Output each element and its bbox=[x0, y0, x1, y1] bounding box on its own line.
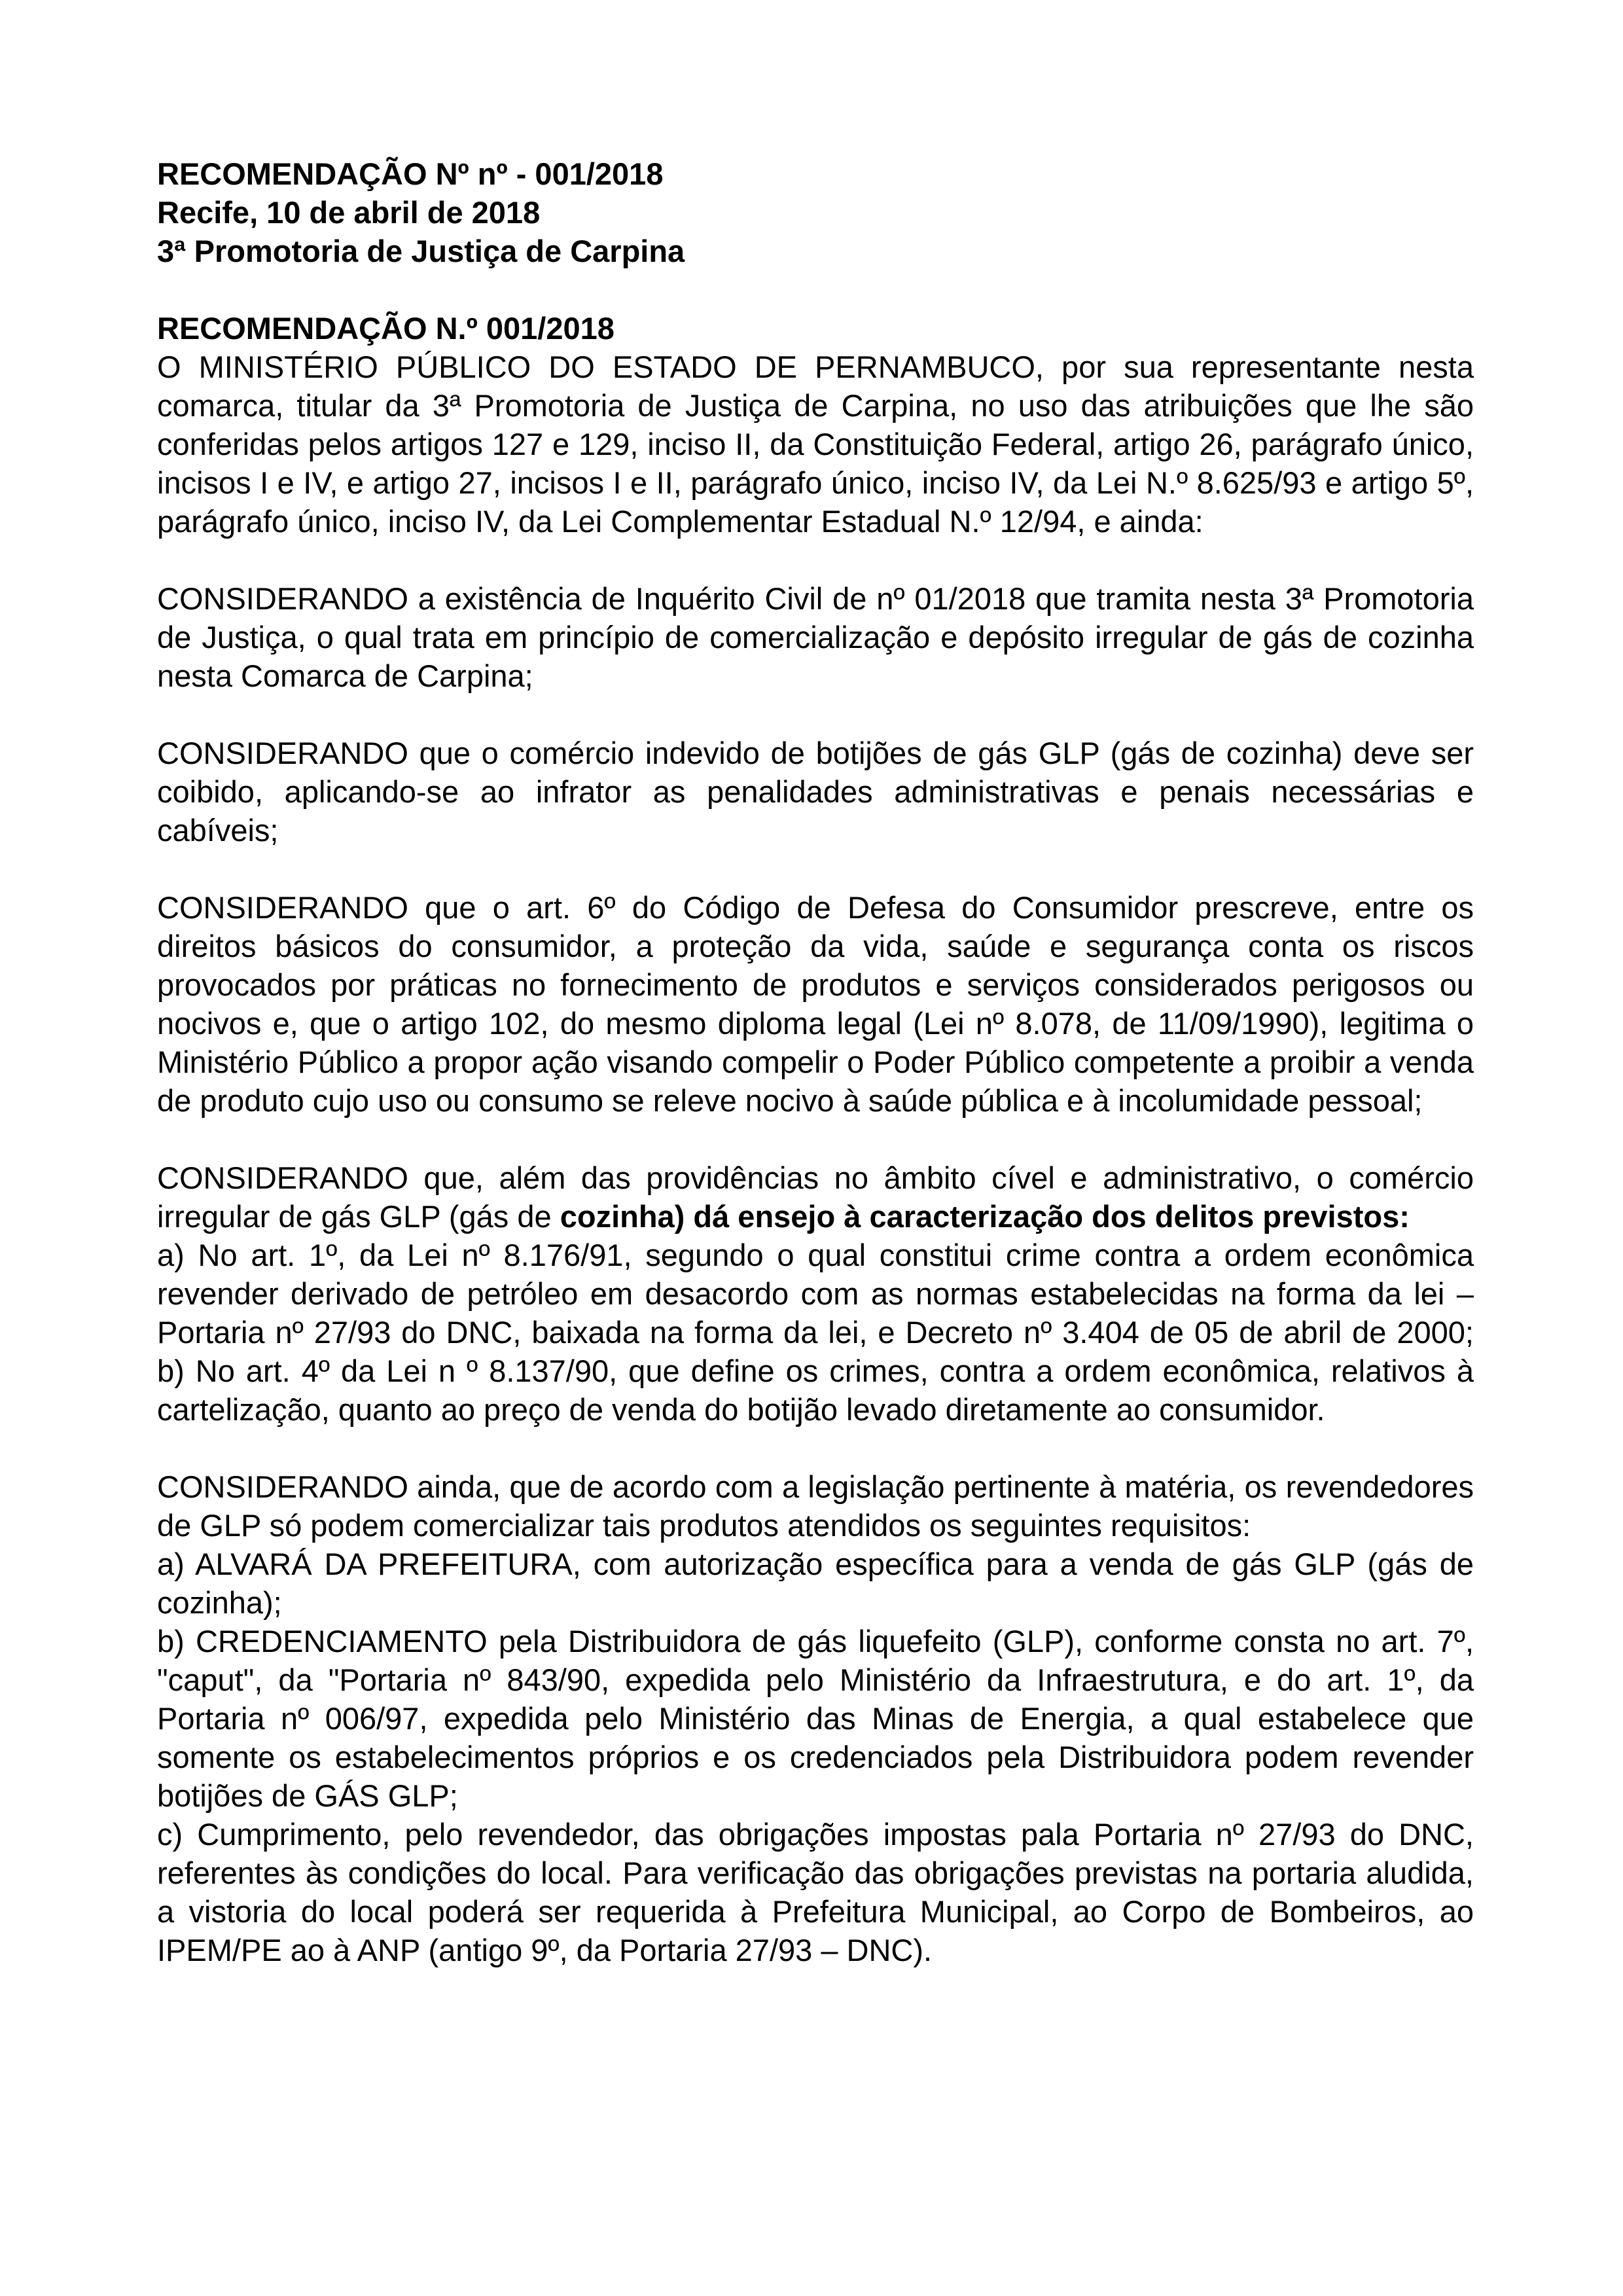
document-office: 3ª Promotoria de Justiça de Carpina bbox=[157, 234, 685, 268]
spacer bbox=[157, 541, 1474, 579]
spacer bbox=[157, 850, 1474, 888]
spacer bbox=[157, 695, 1474, 734]
spacer bbox=[157, 1429, 1474, 1467]
document-number: RECOMENDAÇÃO Nº nº - 001/2018 bbox=[157, 156, 664, 191]
document-date: Recife, 10 de abril de 2018 bbox=[157, 195, 541, 230]
recommendation-title: RECOMENDAÇÃO N.º 001/2018 bbox=[157, 311, 615, 346]
requirement-a: a) ALVARÁ DA PREFEITURA, com autorização específica para a venda de gás GLP (gás de cozinha); bbox=[157, 1547, 1474, 1620]
considerando-4-bold-text: cozinha) dá ensejo à caracterização dos delitos previstos: bbox=[560, 1199, 1410, 1234]
considerando-paragraph-3: CONSIDERANDO que o art. 6º do Código de Defesa do Consumidor prescreve, entre os direitos básicos do consumidor, a proteção da vida, saúde e segurança conta os riscos provocados por práticas no fornecimento de produtos e serviços considerados perigosos ou nocivos e, que o artigo 102, do mesmo diploma legal (Lei nº 8.078, de 11/09/1990), legitima o Ministério Público a propor ação visando compelir o Poder Público competente a proibir a venda de produto cujo uso ou consumo se releve nocivo à saúde pública e à incolumidade pessoal; bbox=[157, 890, 1474, 1118]
considerando-4-text: CONSIDERANDO que, além das providências no âmbito cível e administrativo, o comércio irregular de gás GLP (gás de bbox=[157, 1160, 1474, 1234]
spacer bbox=[157, 270, 1474, 309]
spacer bbox=[157, 1120, 1474, 1158]
crimes-list: a) No art. 1º, da Lei nº 8.176/91, segundo o qual constitui crime contra a ordem econômica revender derivado de petróleo em desacordo com as normas estabelecidas na forma da lei – Portaria nº 27/93 do DNC, baixada na forma da lei, e Decreto nº 3.404 de 05 de abril de 2000; b) No art. 4º da Lei n º 8.137/90, que define os crimes, contra a ordem econômica, relativos à cartelização, quanto ao preço de venda do botijão levado diretamente ao consumidor. bbox=[157, 1238, 1474, 1427]
considerando-paragraph-1: CONSIDERANDO a existência de Inquérito Civil de nº 01/2018 que tramita nesta 3ª Promotoria de Justiça, o qual trata em princípio de comercialização e depósito irregular de gás de cozinha nesta Comarca de Carpina; bbox=[157, 581, 1474, 693]
document-page bbox=[157, 154, 1474, 1969]
requirement-b: b) CREDENCIAMENTO pela Distribuidora de gás liquefeito (GLP), conforme consta no art. 7º, "caput", da "Portaria nº 843/90, expedida pelo Ministério da Infraestrutura, e do art. 1º, da Portaria nº 006/97, expedida pelo Ministério das Minas de Energia, a qual estabelece que somente os estabelecimentos próprios e os credenciados pela Distribuidora podem revender botijões de GÁS GLP; bbox=[157, 1624, 1474, 1813]
considerando-paragraph-2: CONSIDERANDO que o comércio indevido de botijões de gás GLP (gás de cozinha) deve ser coibido, aplicando-se ao infrator as penalidades administrativas e penais necessárias e cabíveis; bbox=[157, 736, 1474, 848]
requirement-c: c) Cumprimento, pelo revendedor, das obrigações impostas pala Portaria nº 27/93 do DNC, referentes às condições do local. Para verificação das obrigações previstas na portaria aludida, a vistoria do local poderá ser requerida à Prefeitura Municipal, ao Corpo de Bombeiros, ao IPEM/PE ao à ANP (antigo 9º, da Portaria 27/93 – DNC). bbox=[157, 1817, 1474, 1967]
considerando-paragraph-4 bbox=[157, 1158, 1474, 1236]
intro-paragraph: O MINISTÉRIO PÚBLICO DO ESTADO DE PERNAMBUCO, por sua representante nesta comarca, titular da 3ª Promotoria de Justiça de Carpina, no uso das atribuições que lhe são conferidas pelos artigos 127 e 129, inciso II, da Constituição Federal, artigo 26, parágrafo único, incisos I e IV, e artigo 27, incisos I e II, parágrafo único, inciso IV, da Lei N.º 8.625/93 e artigo 5º, parágrafo único, inciso IV, da Lei Complementar Estadual N.º 12/94, e ainda: bbox=[157, 350, 1474, 539]
considerando-paragraph-5: CONSIDERANDO ainda, que de acordo com a legislação pertinente à matéria, os revendedores de GLP só podem comercializar tais produtos atendidos os seguintes requisitos: bbox=[157, 1469, 1474, 1543]
